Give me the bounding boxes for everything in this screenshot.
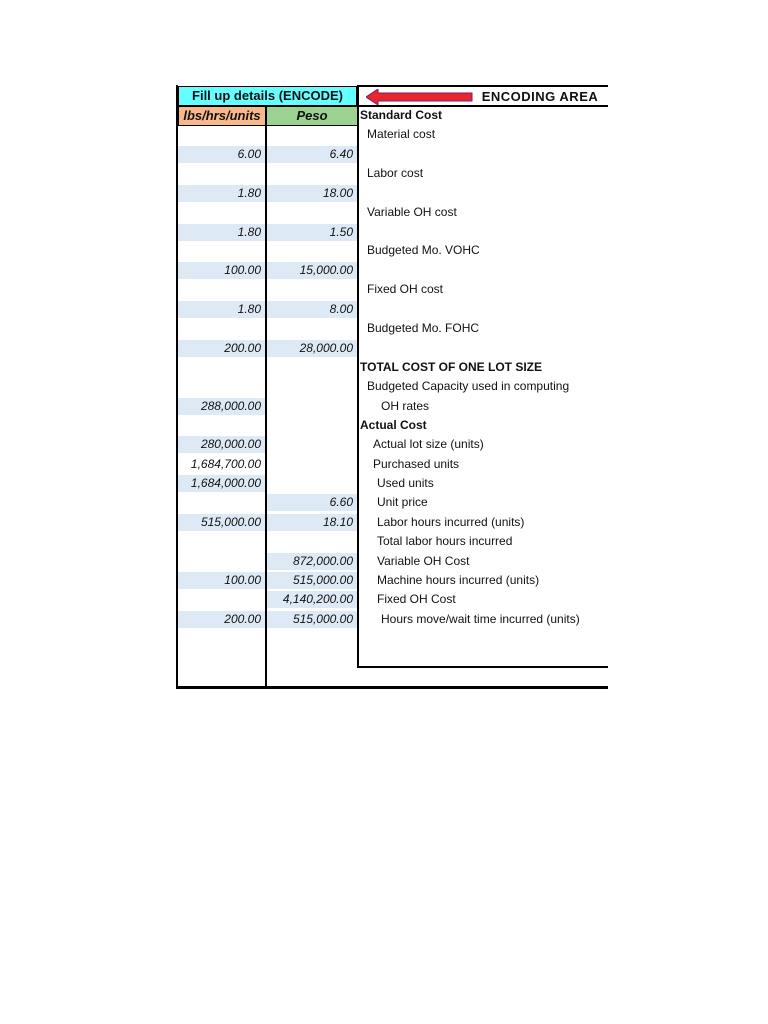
peso-cell-fixed-oh-actual[interactable]: 4,140,200.00	[267, 591, 357, 608]
peso-cell-variable-oh-actual[interactable]: 872,000.00	[267, 553, 357, 570]
units-cell-labor[interactable]: 1.80	[178, 185, 265, 202]
peso-cell-variable-oh[interactable]: 1.50	[267, 224, 357, 241]
fill-up-details-header: Fill up details (ENCODE)	[178, 86, 357, 106]
variable-oh-cost-actual-label: Variable OH Cost	[377, 554, 470, 568]
peso-cell-budgeted-fohc[interactable]: 28,000.00	[267, 340, 357, 357]
unit-price-label: Unit price	[377, 495, 428, 509]
peso-cell-material[interactable]: 6.40	[267, 146, 357, 163]
units-cell-budgeted-fohc[interactable]: 200.00	[178, 340, 265, 357]
material-cost-label: Material cost	[367, 127, 436, 141]
peso-cell-hours-move-wait[interactable]: 515,000.00	[267, 611, 357, 628]
total-cost-heading: TOTAL COST OF ONE LOT SIZE	[360, 360, 543, 374]
fixed-oh-cost-label: Fixed OH cost	[367, 282, 444, 296]
hours-move-wait-label: Hours move/wait time incurred (units)	[381, 612, 580, 626]
units-cell-hours-move-wait[interactable]: 200.00	[178, 611, 265, 628]
units-cell-purchased[interactable]: 1,684,700.00	[190, 457, 261, 471]
budgeted-capacity-label: Budgeted Capacity used in computing	[367, 379, 570, 393]
actual-cost-heading: Actual Cost	[360, 418, 427, 432]
left-arrow-icon	[366, 89, 474, 105]
standard-cost-heading: Standard Cost	[360, 108, 443, 122]
budgeted-fohc-label: Budgeted Mo. FOHC	[367, 321, 480, 335]
fixed-oh-cost-actual-label: Fixed OH Cost	[377, 592, 456, 606]
peso-cell-budgeted-vohc[interactable]: 15,000.00	[267, 262, 357, 279]
column-divider-peso-labels	[357, 85, 359, 668]
units-cell-machine-hours[interactable]: 100.00	[178, 572, 265, 589]
frame-left-border	[176, 85, 178, 689]
peso-column-header: Peso	[266, 106, 358, 126]
units-cell-variable-oh[interactable]: 1.80	[178, 224, 265, 241]
variable-oh-cost-label: Variable OH cost	[367, 205, 457, 219]
peso-cell-labor-hours[interactable]: 18.10	[267, 514, 357, 531]
budgeted-vohc-label: Budgeted Mo. VOHC	[367, 243, 480, 257]
used-units-label: Used units	[377, 476, 434, 490]
peso-cell-fixed-oh[interactable]: 8.00	[267, 301, 357, 318]
units-cell-used[interactable]: 1,684,000.00	[178, 475, 265, 492]
total-labor-hours-label: Total labor hours incurred	[377, 534, 513, 548]
units-cell-material[interactable]: 6.00	[178, 146, 265, 163]
labor-cost-label: Labor cost	[367, 166, 424, 180]
peso-cell-machine-hours[interactable]: 515,000.00	[267, 572, 357, 589]
oh-rates-label: OH rates	[381, 399, 430, 413]
units-cell-actual-lot-size[interactable]: 280,000.00	[178, 436, 265, 453]
labor-hours-incurred-label: Labor hours incurred (units)	[377, 515, 525, 529]
purchased-units-label: Purchased units	[373, 457, 460, 471]
units-cell-budgeted-vohc[interactable]: 100.00	[178, 262, 265, 279]
peso-cell-labor[interactable]: 18.00	[267, 185, 357, 202]
peso-cell-unit-price[interactable]: 6.60	[267, 494, 357, 511]
units-cell-labor-hours[interactable]: 515,000.00	[178, 514, 265, 531]
units-column-header: lbs/hrs/units	[178, 106, 266, 126]
units-cell-fixed-oh[interactable]: 1.80	[178, 301, 265, 318]
actual-lot-size-label: Actual lot size (units)	[373, 437, 484, 451]
units-cell-budgeted-capacity[interactable]: 288,000.00	[178, 398, 265, 415]
encoding-area-bottom-border	[357, 666, 608, 668]
encoding-area-title: ENCODING AREA	[481, 89, 599, 104]
machine-hours-incurred-label: Machine hours incurred (units)	[377, 573, 540, 587]
frame-bottom-border	[176, 686, 608, 689]
